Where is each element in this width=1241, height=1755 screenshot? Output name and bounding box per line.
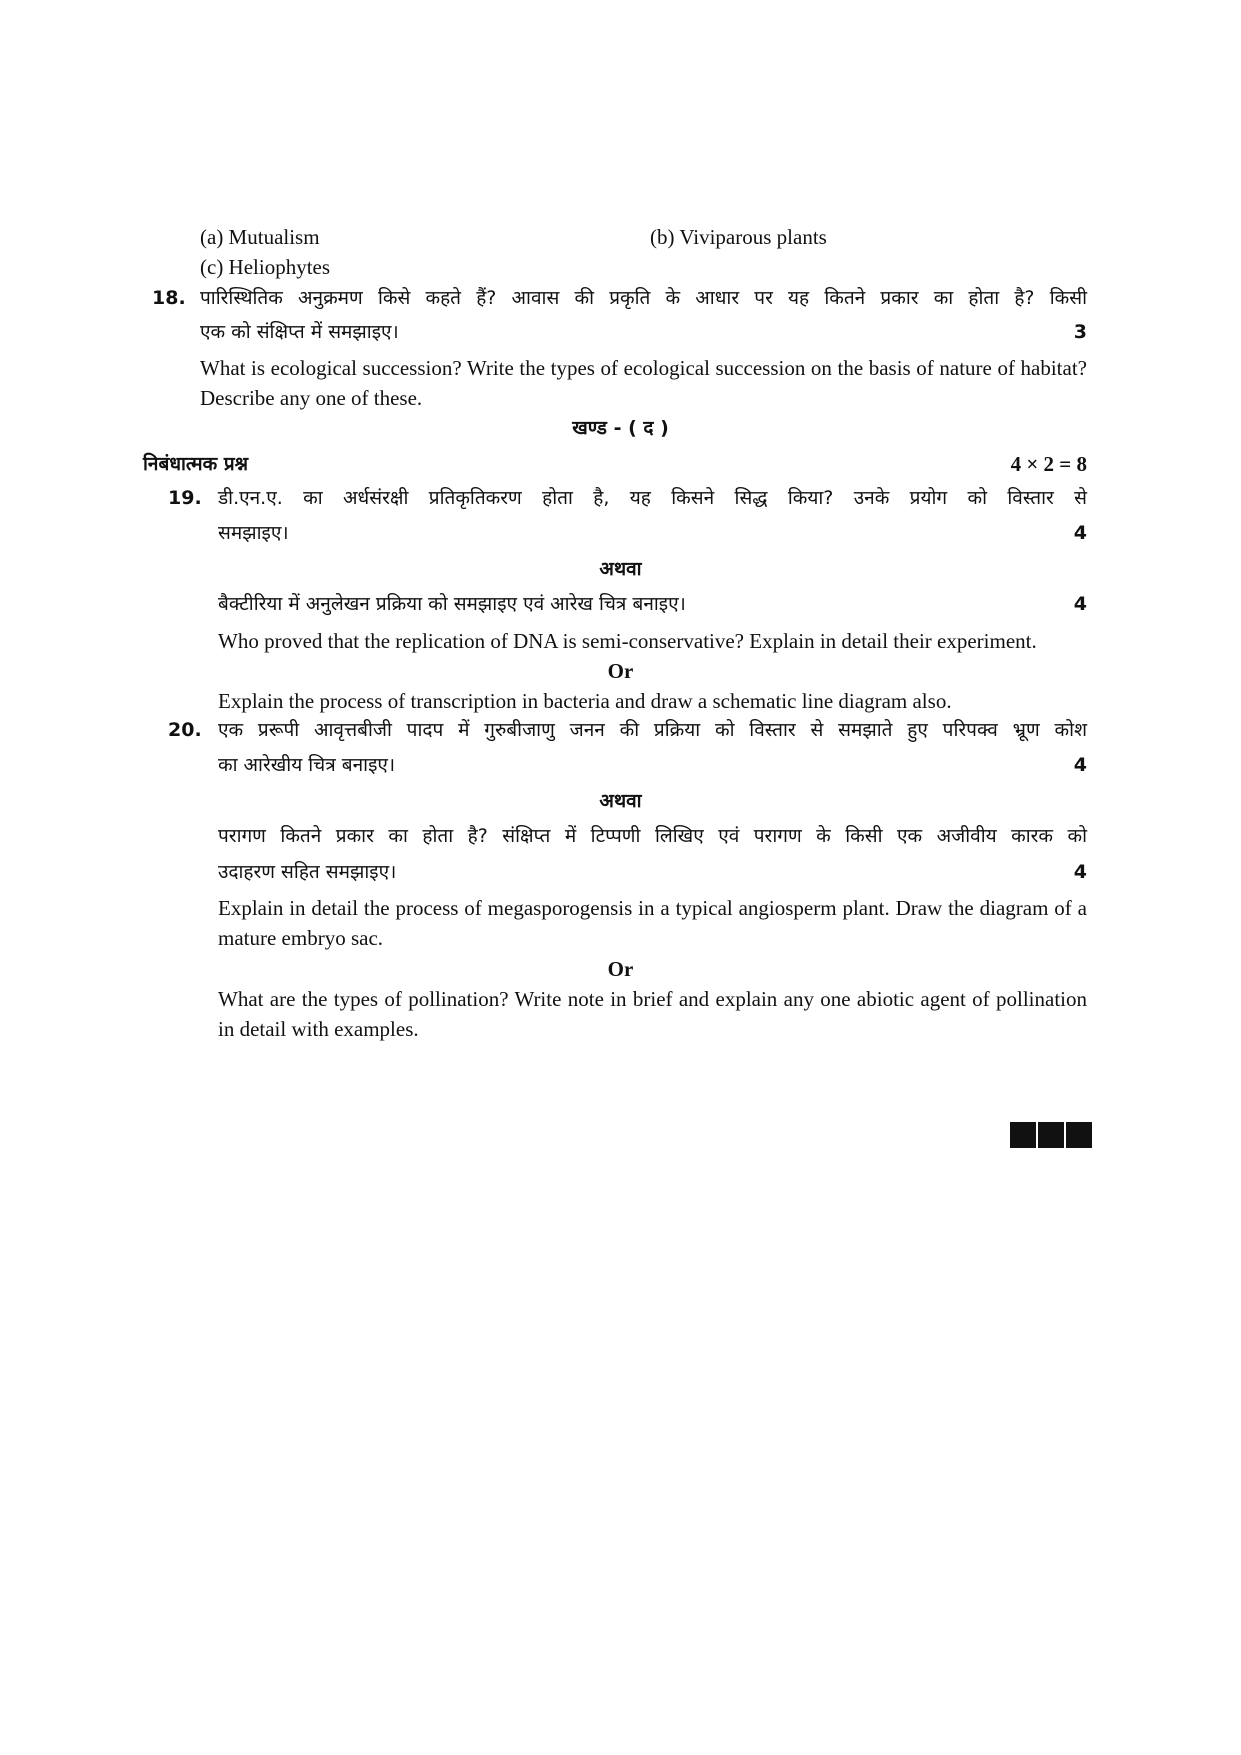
- q20-hindi-alt-line-2: उदाहरण सहित समझाइए।: [218, 861, 397, 883]
- section-title: खण्ड - ( द ): [572, 417, 669, 439]
- marks: 4: [1073, 861, 1087, 883]
- q17-option-b: (b) Viviparous plants: [650, 225, 827, 249]
- q18-hindi-line-1: पारिस्थितिक अनुक्रमण किसे कहते हैं? आवास की प्रकृति के आधार पर यह कितने प्रकार का होता है? किसी: [200, 287, 1087, 309]
- q19-english-alternative: Explain the process of transcription in bacteria and draw a schematic line diagram also.: [218, 689, 952, 713]
- marks: 4: [1073, 522, 1087, 544]
- end-marker-block: [1038, 1122, 1064, 1148]
- marks: 3: [1073, 321, 1087, 343]
- q20-hindi-alt-line-1: परागण कितने प्रकार का होता है? संक्षिप्त में टिप्पणी लिखिए एवं परागण के किसी एक अजीवीय कारक को: [218, 825, 1087, 847]
- q19-hindi-line-1: डी.एन.ए. का अर्धसंरक्षी प्रतिकृतिकरण होता है, यह किसने सिद्ध किया? उनके प्रयोग को विस्तार से: [218, 487, 1087, 509]
- q20-hindi-line-2: का आरेखीय चित्र बनाइए।: [218, 754, 396, 776]
- question-number: 19.: [168, 487, 202, 509]
- question-number: 20.: [168, 719, 202, 741]
- or-english: Or: [607, 659, 634, 683]
- q17-option-a: (a) Mutualism: [200, 225, 320, 249]
- q20-english-alternative: What are the types of pollination? Write note in brief and explain any one abiotic agent of pollination in detail with examples.: [218, 987, 1087, 1041]
- or-english: Or: [607, 957, 634, 981]
- q17-option-c: (c) Heliophytes: [200, 255, 331, 279]
- section-heading: निबंधात्मक प्रश्न: [143, 453, 249, 475]
- question-number: 18.: [152, 287, 186, 309]
- section-marks: 4 × 2 = 8: [1010, 452, 1087, 476]
- marks: 4: [1073, 593, 1087, 615]
- q20-hindi-line-1: एक प्ररूपी आवृत्तबीजी पादप में गुरुबीजाणु जनन की प्रक्रिया को विस्तार से समझाते हुए परिपक्व भ्रूण कोश: [218, 719, 1087, 741]
- q19-hindi-line-2: समझाइए।: [218, 522, 289, 544]
- q18-hindi-line-2: एक को संक्षिप्त में समझाइए।: [200, 321, 399, 343]
- or-hindi: अथवा: [599, 790, 642, 812]
- or-hindi: अथवा: [599, 558, 642, 580]
- q20-english-text: Explain in detail the process of megasporogensis in a typical angiosperm plant. Draw the diagram of a mature embryo sac.: [218, 896, 1087, 950]
- end-marker-block: [1066, 1122, 1092, 1148]
- q18-english-text: What is ecological succession? Write the types of ecological succession on the basis of nature of habitat? Describe any one of these.: [200, 356, 1087, 410]
- q19-hindi-alternative: बैक्टीरिया में अनुलेखन प्रक्रिया को समझाइए एवं आरेख चित्र बनाइए।: [218, 593, 686, 615]
- end-marker-block: [1010, 1122, 1036, 1148]
- marks: 4: [1073, 754, 1087, 776]
- q19-english-text: Who proved that the replication of DNA is semi-conservative? Explain in detail their experiment.: [218, 629, 1037, 653]
